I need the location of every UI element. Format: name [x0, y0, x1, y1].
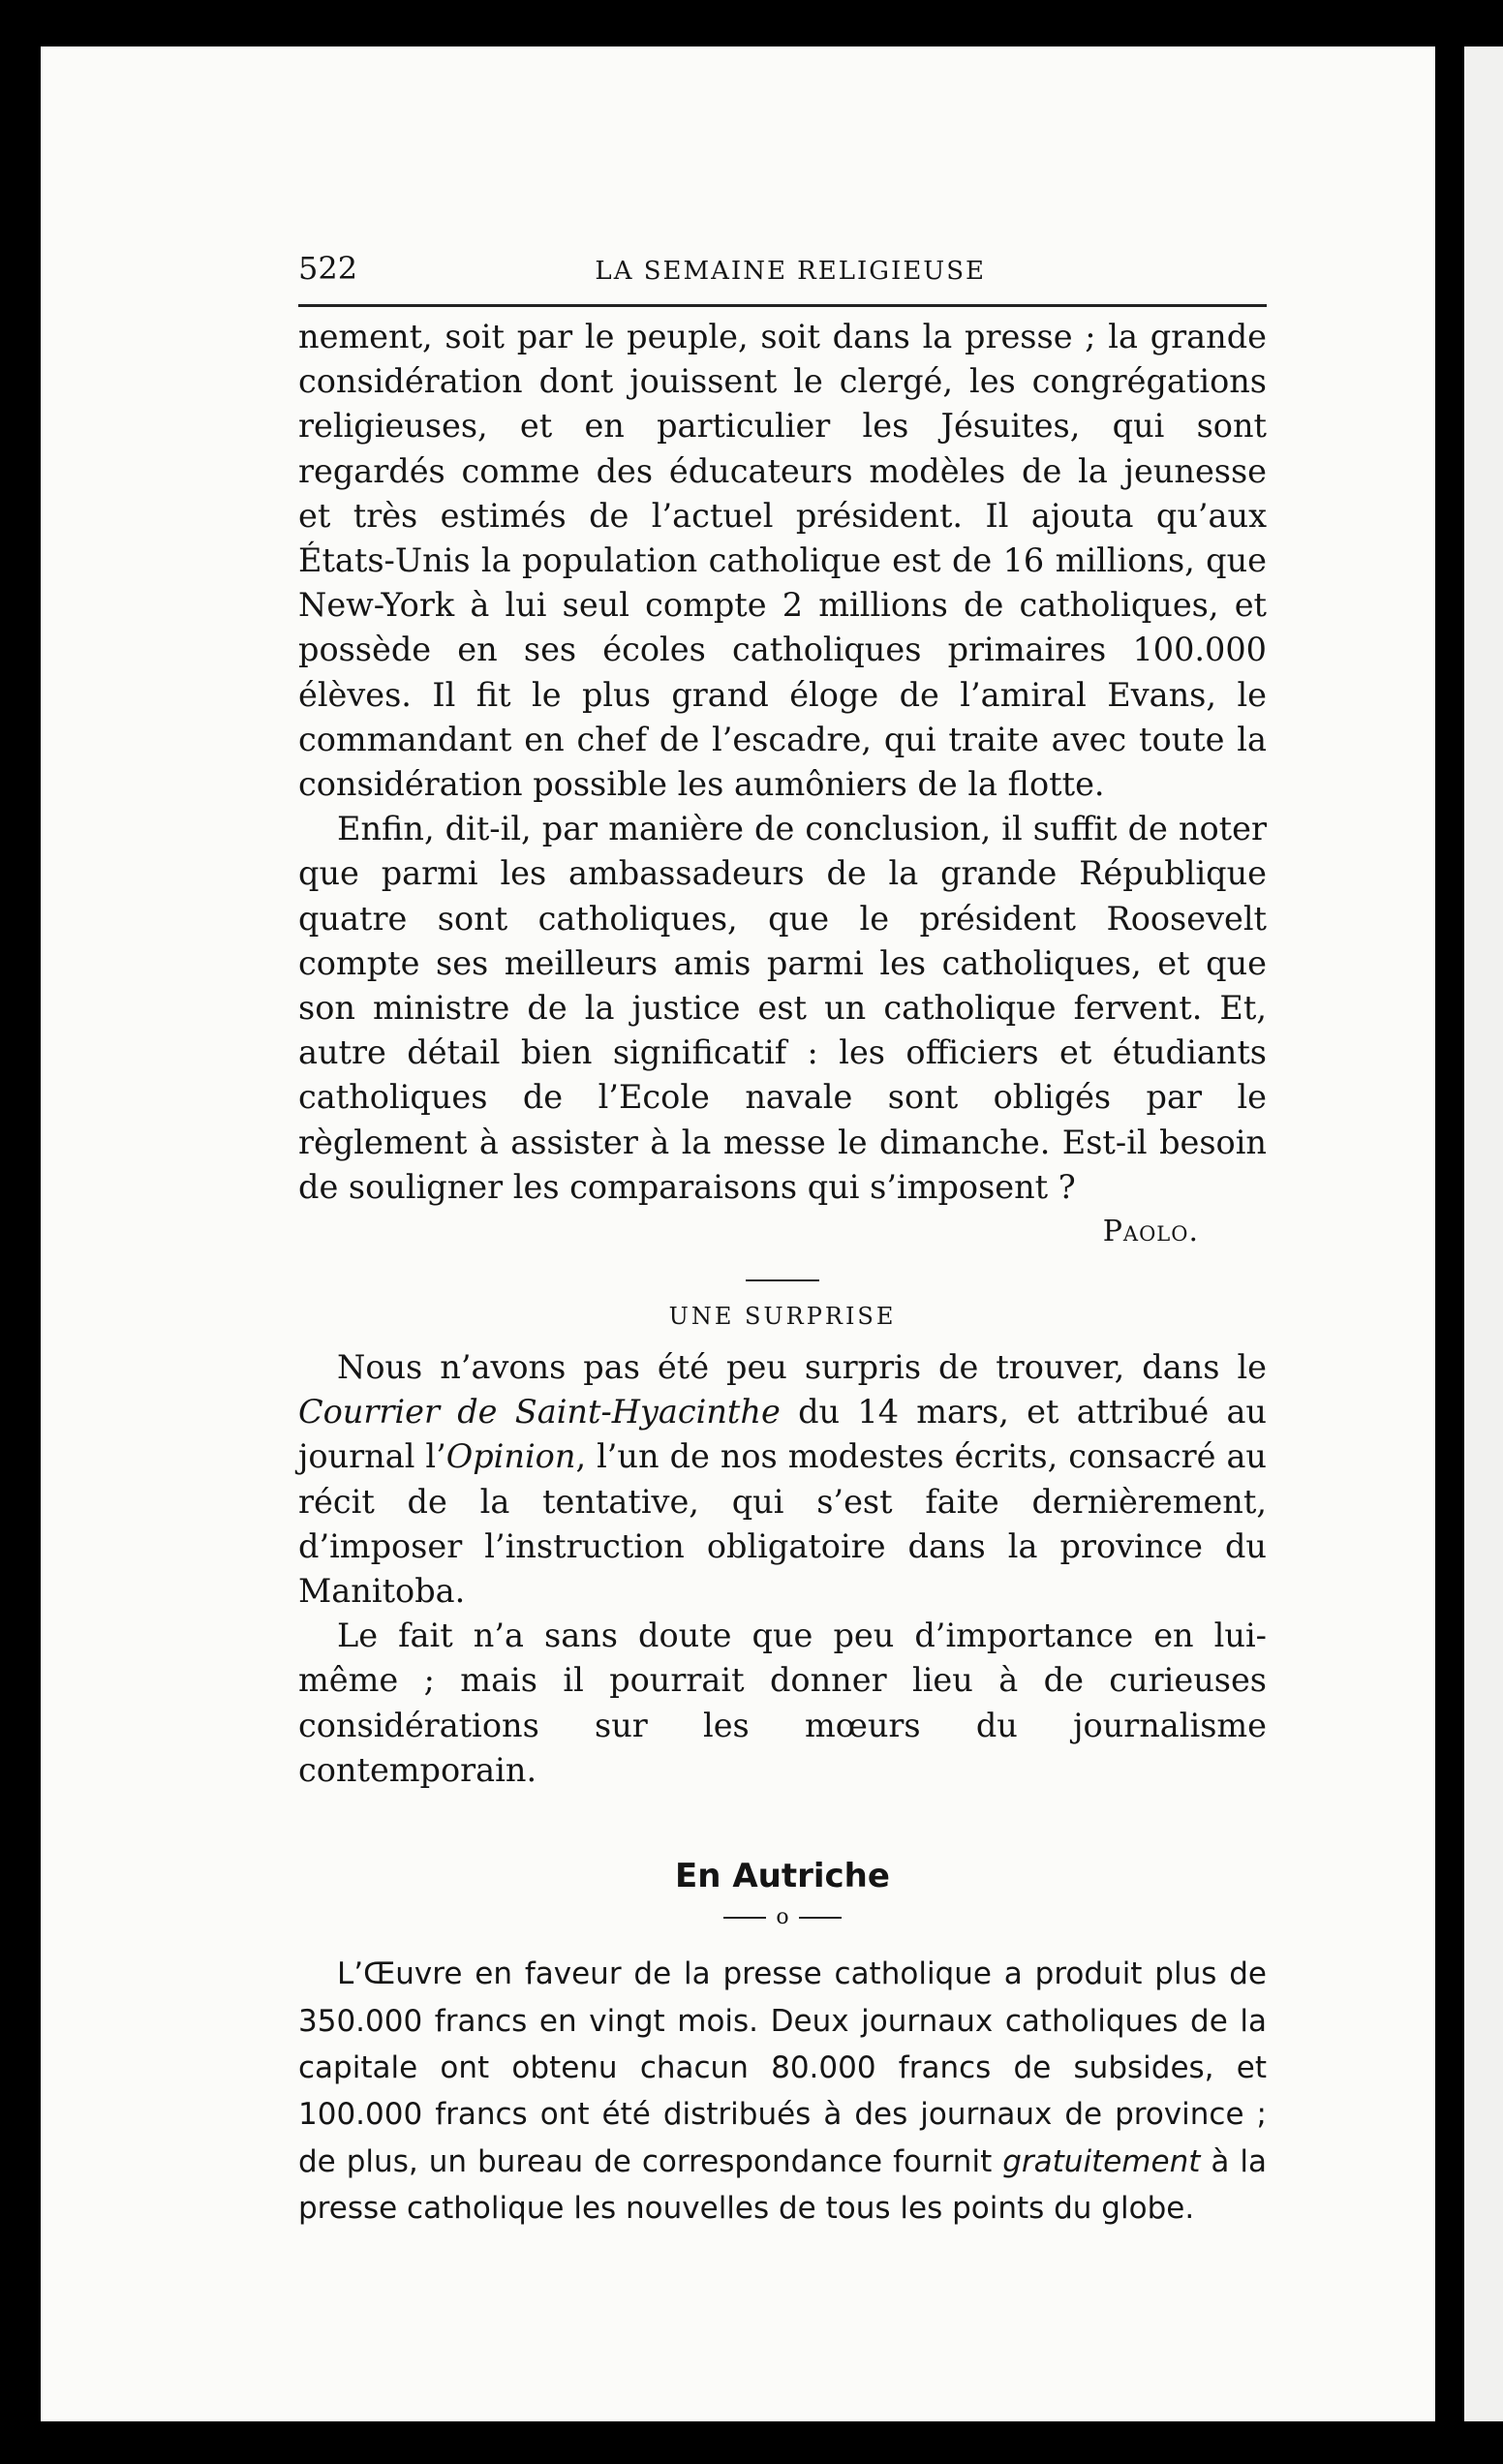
italic-word: gratuitement [1002, 2143, 1201, 2179]
ornament [298, 1905, 1267, 1929]
paragraph [298, 1951, 1267, 2232]
paragraph: nement, soit par le peuple, soit dans la presse ; la grande considération dont jouissent le clergé, les congrégations religieuses, et en particulier les Jésuites, qui sont regardés comme des éducateurs modèles de la jeunesse et très estimés de l’actuel président. Il ajouta qu’aux États-Unis la population catholique est de 16 millions, que New-York à lui seul compte 2 millions de catholiques, et possède en ses écoles catholiques primaires 100.000 élèves. Il fit le plus grand éloge de l’amiral Evans, le commandant en chef de l’escadre, qui traite avec toute la considération possible les aumôniers de la flotte. [298, 318, 1267, 804]
text-run: Nous n’avons pas été peu surpris de trouver, dans le [337, 1348, 1267, 1387]
paragraph [298, 1345, 1267, 1614]
ornament-mark: o [776, 1905, 789, 1930]
text-run: du 14 mars, et attribué au journal l’ [298, 1393, 1268, 1476]
ornament-line [723, 1917, 766, 1919]
text-block [298, 250, 1267, 2233]
adjacent-page-edge [1464, 46, 1503, 2421]
running-title: LA SEMAINE RELIGIEUSE [595, 257, 986, 286]
paragraph: Enfin, dit-il, par manière de conclusion, il suffit de noter que parmi les ambassadeurs de la grande République quatre sont catholiques, que le président Roosevelt compte ses meilleurs amis parmi les catholiques, et que son ministre de la justice est un catholique fervent. Et, autre détail bien significatif : les officiers et étudiants catholiques de l’Ecole navale sont obligés par le règlement à assister à la messe le dimanche. Est-il besoin de souligner les comparaisons qui s’imposent ? [298, 810, 1267, 1206]
text-run: L’Œuvre en faveur de la presse catholique a produit plus de 350.000 francs en vingt mois. Deux journaux catholiques de la capitale ont obtenu chacun 80.000 francs de subsides, et 100.000 francs ont été distribués à des journaux de province ; de plus, un bureau de correspondance fournit [298, 1956, 1267, 2179]
sans-section [298, 1951, 1267, 2232]
running-header [298, 250, 1267, 298]
paragraph: Le fait n’a sans doute que peu d’importance en lui-même ; mais il pourrait donner lieu à de curieuses considérations sur les mœurs du journalisme contemporain. [298, 1617, 1267, 1789]
section-heading: UNE SURPRISE [668, 1303, 897, 1331]
section-title: En Autriche [675, 1857, 890, 1896]
italic-title: Opinion [445, 1437, 576, 1476]
ornament-line [799, 1917, 842, 1919]
text-run: à la presse catholique les nouvelles de tous les points du globe. [298, 2143, 1267, 2227]
signature: Paolo. [1102, 1215, 1199, 1249]
section-divider [746, 1279, 819, 1281]
italic-title: Courrier de Saint-Hyacinthe [298, 1393, 781, 1432]
header-rule [298, 304, 1267, 307]
page-number: 522 [298, 250, 358, 287]
text-run: , l’un de nos modestes écrits, consacré au récit de la tentative, qui s’est faite dernièrement, d’imposer l’instruction obligatoire dans la province du Manitoba. [298, 1437, 1267, 1611]
